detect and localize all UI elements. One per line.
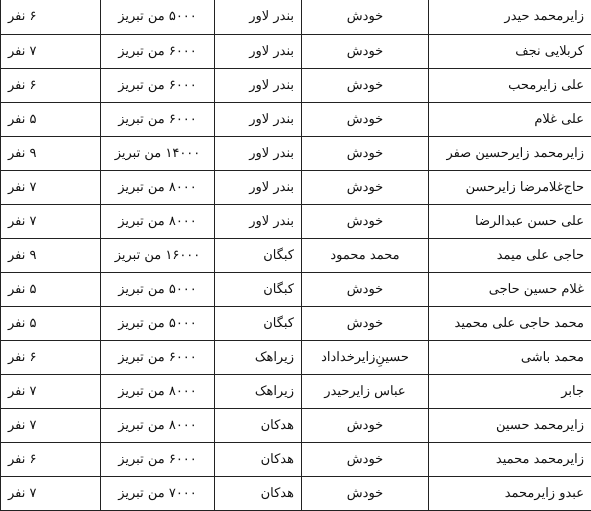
cell-destination: بندر لاور bbox=[215, 170, 302, 204]
cell-name: علی زایرمحب bbox=[429, 68, 591, 102]
cell-destination: بندر لاور bbox=[215, 102, 302, 136]
cell-cargo: ۸۰۰۰ من تبریز bbox=[101, 408, 215, 442]
table-row bbox=[1, 34, 591, 68]
cell-count: ۵ نفر bbox=[1, 306, 101, 340]
cell-guide: عباس زایرحیدر bbox=[302, 374, 429, 408]
cell-cargo: ۷۰۰۰ من تبریز bbox=[101, 476, 215, 510]
cell-count: ۷ نفر bbox=[1, 34, 101, 68]
cell-count: ۶ نفر bbox=[1, 0, 101, 34]
cell-name: زایرمحمد حیدر bbox=[429, 0, 591, 34]
records-table-body bbox=[1, 0, 591, 511]
cell-name: علی حسن عبدالرضا bbox=[429, 204, 591, 238]
cell-cargo: ۶۰۰۰ من تبریز bbox=[101, 442, 215, 476]
cell-cargo: ۶۰۰۰ من تبریز bbox=[101, 102, 215, 136]
table-row bbox=[1, 306, 591, 340]
cell-cargo: ۵۰۰۰ من تبریز bbox=[101, 0, 215, 34]
cell-count: ۶ نفر bbox=[1, 442, 101, 476]
table-row bbox=[1, 238, 591, 272]
table-row bbox=[1, 0, 591, 34]
cell-guide: خودش bbox=[302, 204, 429, 238]
cell-count: ۷ نفر bbox=[1, 170, 101, 204]
cell-name: زایرمحمد حسین bbox=[429, 408, 591, 442]
cell-name: جابر bbox=[429, 374, 591, 408]
cell-count: ۹ نفر bbox=[1, 136, 101, 170]
cell-name: کربلایی نجف bbox=[429, 34, 591, 68]
cell-name: حاج‌غلامرضا زایرحسن bbox=[429, 170, 591, 204]
cell-guide: حسینِ‌زایرخداداد bbox=[302, 340, 429, 374]
cell-destination: بندر لاور bbox=[215, 204, 302, 238]
cell-name: حاجی علی میمد bbox=[429, 238, 591, 272]
table-row bbox=[1, 476, 591, 510]
table-row bbox=[1, 374, 591, 408]
cell-name: غلام حسین حاجی bbox=[429, 272, 591, 306]
cell-guide: خودش bbox=[302, 68, 429, 102]
cell-count: ۹ نفر bbox=[1, 238, 101, 272]
table-row bbox=[1, 442, 591, 476]
cell-count: ۶ نفر bbox=[1, 340, 101, 374]
table-row bbox=[1, 102, 591, 136]
cell-guide: خودش bbox=[302, 476, 429, 510]
cell-guide: خودش bbox=[302, 442, 429, 476]
table-row bbox=[1, 340, 591, 374]
cell-count: ۷ نفر bbox=[1, 374, 101, 408]
cell-destination: کبگان bbox=[215, 272, 302, 306]
cell-count: ۷ نفر bbox=[1, 204, 101, 238]
table-row bbox=[1, 68, 591, 102]
cell-guide: محمد محمود bbox=[302, 238, 429, 272]
cell-cargo: ۸۰۰۰ من تبریز bbox=[101, 374, 215, 408]
cell-count: ۷ نفر bbox=[1, 476, 101, 510]
cell-cargo: ۵۰۰۰ من تبریز bbox=[101, 272, 215, 306]
cell-cargo: ۱۴۰۰۰ من تبریز bbox=[101, 136, 215, 170]
cell-cargo: ۸۰۰۰ من تبریز bbox=[101, 204, 215, 238]
table-row bbox=[1, 272, 591, 306]
cell-destination: هدکان bbox=[215, 408, 302, 442]
cell-destination: هدکان bbox=[215, 476, 302, 510]
table-row bbox=[1, 408, 591, 442]
cell-guide: خودش bbox=[302, 34, 429, 68]
cell-destination: بندر لاور bbox=[215, 68, 302, 102]
cell-guide: خودش bbox=[302, 408, 429, 442]
cell-destination: زیراهک bbox=[215, 340, 302, 374]
cell-name: محمد باشی bbox=[429, 340, 591, 374]
cell-destination: بندر لاور bbox=[215, 34, 302, 68]
cell-cargo: ۶۰۰۰ من تبریز bbox=[101, 68, 215, 102]
cell-cargo: ۱۶۰۰۰ من تبریز bbox=[101, 238, 215, 272]
cell-destination: بندر لاور bbox=[215, 136, 302, 170]
cell-destination: هدکان bbox=[215, 442, 302, 476]
cell-name: علی غلام bbox=[429, 102, 591, 136]
cell-destination: زیراهک bbox=[215, 374, 302, 408]
cell-name: زایرمحمد محمید bbox=[429, 442, 591, 476]
cell-count: ۶ نفر bbox=[1, 68, 101, 102]
cell-cargo: ۶۰۰۰ من تبریز bbox=[101, 340, 215, 374]
cell-name: محمد حاجی علی محمید bbox=[429, 306, 591, 340]
table-row bbox=[1, 136, 591, 170]
cell-guide: خودش bbox=[302, 170, 429, 204]
cell-count: ۵ نفر bbox=[1, 102, 101, 136]
cell-guide: خودش bbox=[302, 136, 429, 170]
cell-count: ۷ نفر bbox=[1, 408, 101, 442]
cell-cargo: ۶۰۰۰ من تبریز bbox=[101, 34, 215, 68]
cell-destination: کبگان bbox=[215, 238, 302, 272]
cell-guide: خودش bbox=[302, 0, 429, 34]
table-row bbox=[1, 204, 591, 238]
cell-destination: بندر لاور bbox=[215, 0, 302, 34]
cell-guide: خودش bbox=[302, 306, 429, 340]
table-row bbox=[1, 170, 591, 204]
cell-guide: خودش bbox=[302, 272, 429, 306]
cell-count: ۵ نفر bbox=[1, 272, 101, 306]
cell-cargo: ۵۰۰۰ من تبریز bbox=[101, 306, 215, 340]
cell-name: زایرمحمد زایرحسین صفر bbox=[429, 136, 591, 170]
cell-destination: کبگان bbox=[215, 306, 302, 340]
cell-cargo: ۸۰۰۰ من تبریز bbox=[101, 170, 215, 204]
cell-name: عبدو زایرمحمد bbox=[429, 476, 591, 510]
cell-guide: خودش bbox=[302, 102, 429, 136]
